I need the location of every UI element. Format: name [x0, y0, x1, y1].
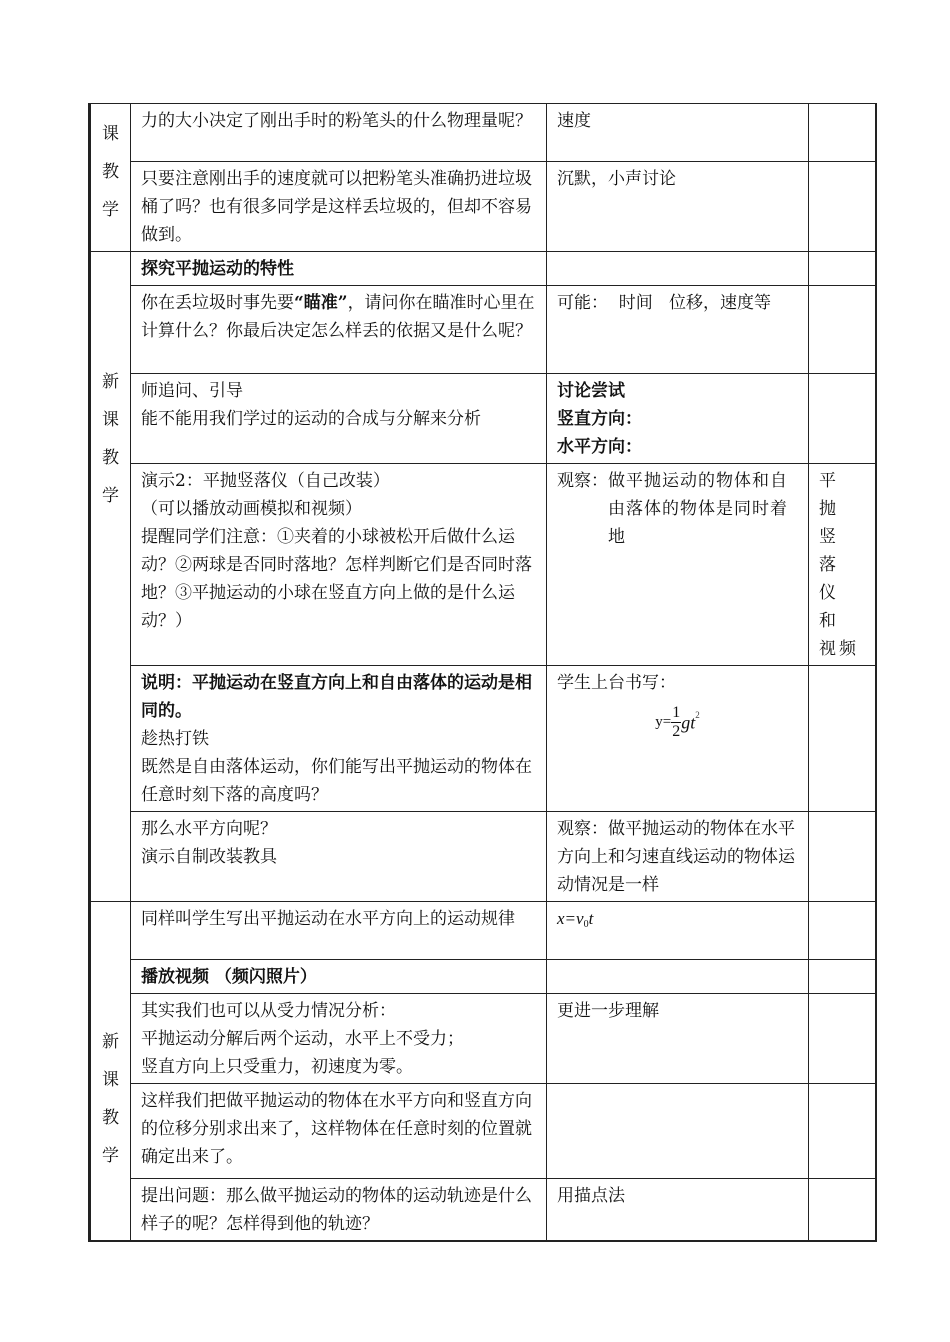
section-label-bottom	[90, 902, 131, 1242]
activity-text: 你在丢垃圾时事先要	[141, 293, 294, 313]
subheading: 探究平抛运动的特性	[141, 259, 294, 279]
teacher-activity-cell	[131, 162, 547, 252]
activity-text: 那么水平方向呢？	[141, 819, 277, 839]
formula-variable: t	[588, 909, 594, 928]
activity-text: 竖直方向上只受重力，初速度为零。	[141, 1057, 413, 1077]
section-char: 教	[102, 1108, 119, 1128]
resource-cell	[809, 374, 876, 464]
resource-cell	[809, 812, 876, 902]
lesson-plan-table	[88, 103, 877, 1242]
student-text: 可能： 时间 位移，速度等	[557, 293, 772, 313]
activity-text: 同样叫学生写出平抛运动在水平方向上的运动规律	[141, 909, 515, 929]
student-activity-cell	[547, 666, 809, 812]
student-text: 观察：做平抛运动的物体在水平方向上和匀速直线运动的物体运动情况是一样	[557, 819, 795, 895]
activity-text: 提醒同学们注意：①夹着的小球被松开后做什么运动？②两球是否同时落地？怎样判断它们是否同时落地？③平抛运动的小球在竖直方向上做的是什么运动？）	[141, 527, 532, 631]
horizontal-formula	[557, 909, 593, 928]
student-text: 用描点法	[557, 1186, 625, 1206]
table-row	[90, 902, 876, 960]
student-activity-cell	[547, 812, 809, 902]
student-text: 速度	[557, 111, 591, 131]
teacher-activity-cell	[131, 902, 547, 960]
resource-cell	[809, 1084, 876, 1179]
student-activity-cell	[547, 374, 809, 464]
resource-cell	[809, 162, 876, 252]
formula-lhs: y=	[655, 714, 672, 730]
teacher-activity-cell	[131, 666, 547, 812]
student-text: 学生上台书写：	[557, 673, 676, 693]
activity-text: 平抛运动分解后两个运动，水平上不受力；	[141, 1029, 464, 1049]
formula-variable: gt	[681, 712, 696, 733]
activity-text: 演示自制改装教具	[141, 847, 277, 867]
fraction-denominator: 2	[672, 723, 681, 741]
table-row	[90, 374, 876, 464]
student-text: 做平抛运动的物体和自由落体的物体是同时着地	[608, 471, 788, 547]
table-row	[90, 666, 876, 812]
student-activity-cell	[547, 104, 809, 162]
activity-text: 趁热打铁	[141, 729, 209, 749]
activity-text: 提出问题：那么做平抛运动的物体的运动轨迹是什么样子的呢？怎样得到他的轨迹？	[141, 1186, 532, 1234]
activity-text: 力的大小决定了刚出手时的粉笔头的什么物理量呢？	[141, 111, 532, 131]
section-char: 教	[102, 448, 119, 468]
formula-subscript: 0	[583, 919, 589, 930]
student-activity-cell	[547, 1084, 809, 1179]
resource-text: 平 抛 竖 落 仪 和 视频	[819, 471, 859, 659]
activity-text: （可以播放动画模拟和视频）	[141, 499, 362, 519]
resource-cell	[809, 902, 876, 960]
student-activity-cell	[547, 960, 809, 994]
table-row	[90, 286, 876, 374]
student-text: 竖直方向：	[557, 409, 642, 429]
student-activity-cell	[547, 286, 809, 374]
activity-text: 能不能用我们学过的运动的合成与分解来分析	[141, 409, 481, 429]
teacher-activity-cell	[131, 252, 547, 286]
resource-cell	[809, 1179, 876, 1242]
student-activity-cell	[547, 902, 809, 960]
teacher-activity-cell	[131, 1179, 547, 1242]
activity-text: 演示2：平抛竖落仪（自己改装）	[141, 471, 390, 491]
section-char: 新	[102, 372, 119, 392]
table-row	[90, 812, 876, 902]
teacher-activity-cell	[131, 994, 547, 1084]
activity-text: 只要注意刚出手的速度就可以把粉笔头准确扔进垃圾桶了吗？也有很多同学是这样丢垃圾的，但却不容易做到。	[141, 169, 532, 245]
emphasis-text: “瞄准”	[294, 293, 348, 313]
table-row	[90, 1084, 876, 1179]
section-char: 教	[102, 162, 119, 182]
teacher-activity-cell	[131, 286, 547, 374]
student-activity-cell	[547, 1179, 809, 1242]
student-text: 讨论尝试	[557, 381, 625, 401]
formula-lhs: x=v	[557, 909, 584, 928]
activity-text: 这样我们把做平抛运动的物体在水平方向和竖直方向的位移分别求出来了，这样物体在任意时刻的位置就确定出来了。	[141, 1091, 532, 1167]
student-activity-cell	[547, 994, 809, 1084]
section-label-top	[90, 104, 131, 252]
subheading: 播放视频 （频闪照片）	[141, 967, 317, 987]
section-char: 学	[102, 200, 119, 220]
activity-text: ，请问你在瞄准时心里在计算什么？你最后决定怎么样丢的依据又是什么呢？	[141, 293, 535, 341]
table-row	[90, 252, 876, 286]
resource-cell	[809, 252, 876, 286]
student-text: 沉默，小声讨论	[557, 169, 676, 189]
teacher-activity-cell	[131, 464, 547, 666]
activity-text: 师追问、引导	[141, 381, 243, 401]
table-row	[90, 1179, 876, 1242]
resource-cell	[809, 994, 876, 1084]
teacher-activity-cell	[131, 960, 547, 994]
student-text: 水平方向：	[557, 437, 642, 457]
student-activity-cell	[547, 162, 809, 252]
resource-cell	[809, 104, 876, 162]
section-char: 课	[102, 1070, 119, 1090]
section-char: 课	[102, 410, 119, 430]
emphasis-text: 说明：平抛运动在竖直方向上和自由落体的运动是相同的。	[141, 673, 532, 721]
section-char: 新	[102, 1032, 119, 1052]
section-label-middle	[90, 252, 131, 902]
teacher-activity-cell	[131, 812, 547, 902]
free-fall-formula	[557, 701, 798, 741]
formula-fraction	[671, 704, 681, 741]
student-activity-cell	[547, 464, 809, 666]
resource-cell	[809, 666, 876, 812]
teacher-activity-cell	[131, 104, 547, 162]
teacher-activity-cell	[131, 374, 547, 464]
activity-text: 其实我们也可以从受力情况分析：	[141, 1001, 396, 1021]
teacher-activity-cell	[131, 1084, 547, 1179]
table-row	[90, 104, 876, 162]
resource-cell	[809, 464, 876, 666]
formula-exponent: 2	[695, 710, 700, 720]
section-char: 学	[102, 1146, 119, 1166]
table-row	[90, 960, 876, 994]
resource-cell	[809, 286, 876, 374]
table-row	[90, 464, 876, 666]
section-char: 学	[102, 486, 119, 506]
table-row	[90, 162, 876, 252]
student-activity-cell	[547, 252, 809, 286]
section-char: 课	[102, 124, 119, 144]
student-text: 更进一步理解	[557, 1001, 659, 1021]
activity-text: 既然是自由落体运动，你们能写出平抛运动的物体在任意时刻下落的高度吗？	[141, 757, 532, 805]
observation-label: 观察：	[557, 471, 608, 491]
table-row	[90, 994, 876, 1084]
fraction-numerator: 1	[672, 704, 681, 722]
resource-cell	[809, 960, 876, 994]
